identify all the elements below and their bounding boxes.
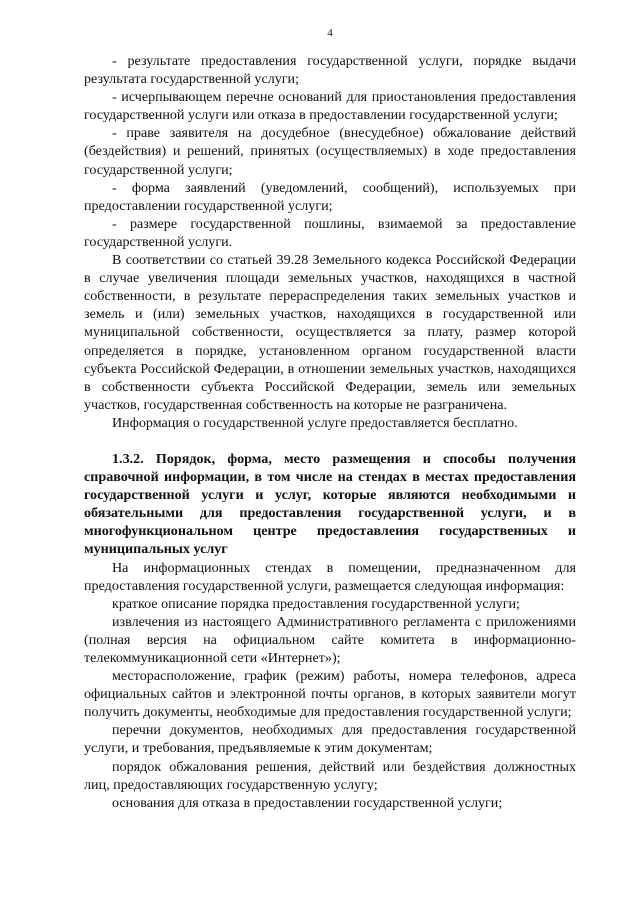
paragraph-state-duty: - размере государственной пошлины, взимаемой за предоставление государственной услуги. [84, 215, 576, 250]
section-heading: 1.3.2. Порядок, форма, место размещения и способы получения справочной информации, в том числе на стендах в местах предоставления государственной услуги и услуг, которые являются необходимыми и обязательными для предоставления государственной услуги, и в многофункциональном центре предоставления государственных и муниципальных услуг [84, 450, 576, 558]
paragraph-application-forms: - форма заявлений (уведомлений, сообщений), используемых при предоставлении государственной услуги; [84, 179, 576, 214]
paragraph-appeal-right: - праве заявителя на досудебное (внесудебное) обжалование действий (бездействия) и решений, принятых (осуществляемых) в ходе предоставления государственной услуги; [84, 125, 576, 178]
list-item-refusal-grounds: основания для отказа в предоставлении государственной услуги; [112, 794, 503, 811]
paragraph-info-stands: На информационных стендах в помещении, предназначенном для предоставления государственной услуги, размещается следующая информация: [84, 559, 576, 594]
paragraph-grounds-suspension: - исчерпывающем перечне оснований для приостановления предоставления государственной услуги или отказа в предоставлении государственной услуги; [84, 89, 576, 124]
paragraph-land-code: В соответствии со статьей 39.28 Земельного кодекса Российской Федерации в случае увеличения площади земельных участков, находящихся в частной собственности, в результате перераспределения таких земельных участков и земель и (или) земельных участков, находящихся в государственной или муниципальной собственности, осуществляется за плату, размер которой определяется в порядке, установленном органом государственной власти субъекта Российской Федерации, в отношении земельных участков, находящихся в собственности субъекта Российской Федерации, земель или земельных участков, государственная собственность на которые не разграничена. [84, 252, 576, 413]
document-page [84, 26, 576, 812]
list-item-location-schedule: месторасположение, график (режим) работы, номера телефонов, адреса официальных сайтов и электронной почты органов, в которых заявители могут получить документы, необходимые для предоставления государственной услуги; [84, 668, 576, 721]
list-item-appeal-procedure: порядок обжалования решения, действий или бездействия должностных лиц, предоставляющих государственную услугу; [84, 758, 576, 793]
list-item-document-lists: перечни документов, необходимых для предоставления государственной услуги, и требования, предъявляемые к этим документам; [84, 722, 576, 757]
section-spacer [84, 432, 576, 450]
page-number: 4 [327, 27, 333, 39]
paragraph-result: - результате предоставления государственной услуги, порядке выдачи результата государственной услуги; [84, 53, 576, 88]
paragraph-free-information: Информация о государственной услуге предоставляется бесплатно. [112, 414, 518, 431]
list-item-brief-description: краткое описание порядка предоставления государственной услуги; [112, 595, 520, 612]
list-item-regulation-extracts: извлечения из настоящего Административного регламента с приложениями (полная версия на официальном сайте комитета в информационно-телекоммуникационной сети «Интернет»); [84, 613, 576, 666]
